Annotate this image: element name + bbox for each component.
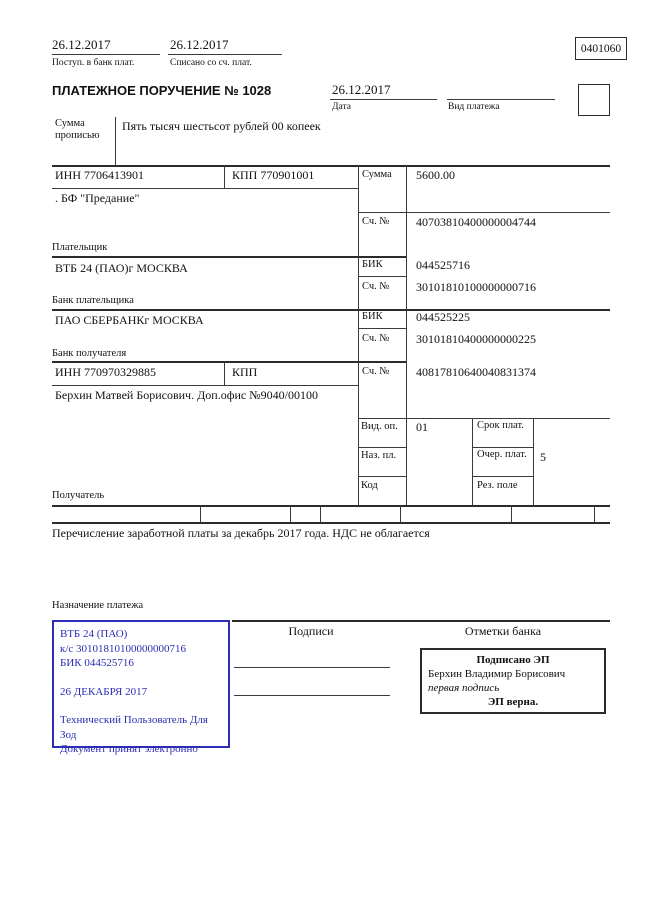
stamp-bik: БИК 044525716 <box>60 657 134 669</box>
payee-bank-section-label: Банк получателя <box>52 348 127 359</box>
underline <box>168 54 282 55</box>
debited-date: 26.12.2017 <box>170 37 229 52</box>
payee-name: Берхин Матвей Борисович. Доп.офис №9040/00100 <box>55 388 319 402</box>
table-border-line <box>224 165 225 188</box>
payer-bank-bik-label: БИК <box>362 259 383 270</box>
table-border-line <box>52 165 610 167</box>
payee-account: 40817810640040831374 <box>416 365 536 379</box>
table-border-line <box>290 505 291 523</box>
signature-line <box>234 695 390 696</box>
table-border-line <box>406 165 407 505</box>
payer-section-label: Плательщик <box>52 242 108 253</box>
payee-inn: ИНН 770970329885 <box>55 365 156 379</box>
priority-value: 5 <box>540 450 546 464</box>
stamp-accepted-note: Документ принят электронно <box>60 743 198 755</box>
sum-label: Сумма <box>362 169 392 180</box>
table-border-line <box>52 188 358 189</box>
payer-bank-account: 30101810100000000716 <box>416 280 536 294</box>
bank-marks-label: Отметки банка <box>464 624 542 638</box>
esign-role: первая подпись <box>428 682 500 694</box>
esignature-box <box>420 648 606 714</box>
payer-account: 40703810400000004744 <box>416 215 536 229</box>
payment-type-label: Вид платежа <box>448 102 500 112</box>
underline <box>447 99 555 100</box>
table-border-line <box>358 418 610 419</box>
stamp-bank-name: ВТБ 24 (ПАО) <box>60 628 128 640</box>
payment-purpose-text: Перечисление заработной платы за декабрь 2017 года. НДС не облагается <box>52 526 430 540</box>
table-border-line <box>200 505 201 523</box>
document-title: ПЛАТЕЖНОЕ ПОРУЧЕНИЕ № 1028 <box>52 83 272 98</box>
received-in-bank-label: Поступ. в банк плат. <box>52 58 135 68</box>
table-border-line <box>358 447 406 448</box>
code-label: Код <box>361 480 378 491</box>
table-border-line <box>472 476 533 477</box>
payee-bank-bik-label: БИК <box>362 311 383 322</box>
table-border-line <box>232 620 610 622</box>
payer-name: . БФ "Предание" <box>55 191 140 205</box>
bank-acceptance-stamp <box>52 620 230 755</box>
op-type-label: Вид. оп. <box>361 421 398 432</box>
table-border-line <box>511 505 512 523</box>
payment-type-box <box>578 84 610 116</box>
table-border-line <box>358 165 359 505</box>
table-border-line <box>358 276 406 277</box>
stamp-spacer <box>60 671 222 685</box>
term-label: Срок плат. <box>477 420 524 431</box>
table-border-line <box>358 328 406 329</box>
stamp-user-line2: Зод <box>60 728 77 741</box>
form-code-box <box>575 37 627 60</box>
table-border-line <box>52 505 610 507</box>
esign-signer-name: Берхин Владимир Борисович <box>428 668 566 680</box>
payer-kpp: КПП 770901001 <box>232 168 315 182</box>
table-border-line <box>472 447 533 448</box>
stamp-corr-account: к/с 30101810100000000716 <box>60 642 187 655</box>
table-border-line <box>320 505 321 523</box>
table-border-line <box>224 361 225 385</box>
payment-purpose-label: Назначение платежа <box>52 600 144 611</box>
table-border-line <box>52 385 358 386</box>
payee-bank-account: 30101810400000000225 <box>416 332 536 346</box>
table-border-line <box>358 212 610 213</box>
table-border-line <box>594 505 595 523</box>
amount-words-label: Сумма прописью <box>55 118 100 142</box>
table-border-line <box>52 522 610 524</box>
op-type-value: 01 <box>416 420 428 434</box>
esign-title: Подписано ЭП <box>476 654 550 666</box>
table-border-line <box>52 361 406 363</box>
divider-line <box>115 117 116 165</box>
priority-label: Очер. плат. <box>477 449 527 460</box>
payee-section-label: Получатель <box>52 490 105 501</box>
reserve-field-label: Рез. поле <box>477 480 518 491</box>
stamp-user-line1: Технический Пользователь Для <box>60 714 208 726</box>
signature-line <box>234 667 390 668</box>
signatures-label: Подписи <box>288 624 334 638</box>
table-border-line <box>472 418 473 505</box>
purpose-code-label: Наз. пл. <box>361 450 397 461</box>
amount-words-value: Пять тысяч шестьсот рублей 00 копеек <box>122 119 321 133</box>
form-code: 0401060 <box>580 42 622 55</box>
payee-kpp-label: КПП <box>232 365 258 379</box>
payee-bank-name: ПАО СБЕРБАНКг МОСКВА <box>55 313 204 327</box>
stamp-spacer <box>60 699 222 713</box>
received-in-bank-date: 26.12.2017 <box>52 37 111 52</box>
table-border-line <box>52 309 610 311</box>
underline <box>52 54 160 55</box>
date-label: Дата <box>332 102 351 112</box>
debited-label: Списано со сч. плат. <box>170 58 252 68</box>
document-date: 26.12.2017 <box>332 82 391 97</box>
esign-verified: ЭП верна. <box>487 696 539 708</box>
table-border-line <box>52 256 406 258</box>
payer-inn: ИНН 7706413901 <box>55 168 144 182</box>
payer-bank-name: ВТБ 24 (ПАО)г МОСКВА <box>55 261 188 275</box>
payer-bank-bik: 044525716 <box>416 258 470 272</box>
sum-value: 5600.00 <box>416 168 455 182</box>
payee-bank-account-label: Сч. № <box>362 333 390 344</box>
payer-bank-account-label: Сч. № <box>362 281 390 292</box>
payee-account-label: Сч. № <box>362 366 390 377</box>
payee-bank-bik: 044525225 <box>416 310 470 324</box>
payer-bank-section-label: Банк плательщика <box>52 295 134 306</box>
table-border-line <box>358 476 406 477</box>
stamp-date: 26 ДЕКАБРЯ 2017 <box>60 685 148 698</box>
table-border-line <box>533 418 534 505</box>
payer-account-label: Сч. № <box>362 216 390 227</box>
underline <box>330 99 437 100</box>
table-border-line <box>400 505 401 523</box>
